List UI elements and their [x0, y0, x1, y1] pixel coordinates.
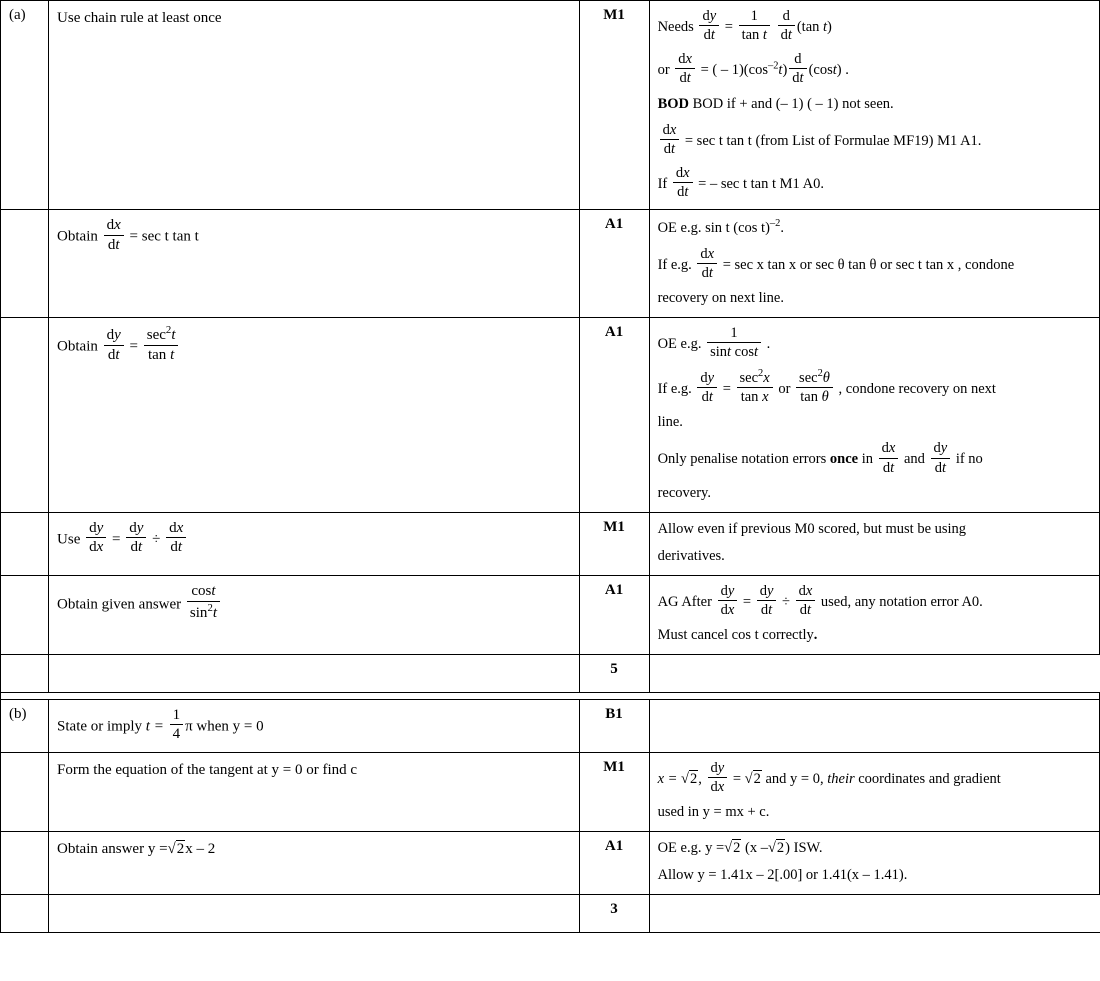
part-label-empty	[1, 210, 49, 318]
frac-dy-dt-2: $\frac{dy}{dt}$	[697, 369, 717, 406]
answer-cell	[49, 1, 579, 210]
answer-cell	[49, 832, 579, 895]
frac-dy-dx: $\frac{dy}{dx}$	[708, 759, 728, 796]
guidance-oe3: ) ISW.	[785, 840, 823, 857]
frac-dy-dx: $\frac{dy}{dx}$	[718, 582, 738, 619]
answer-t: t =	[145, 718, 164, 735]
guidance-eq: =	[732, 771, 742, 788]
table-row-total	[1, 655, 1100, 693]
guidance-cell: AG After $\frac{dy}{dx}$ = $\frac{dy}{dt}$ ÷ $\frac{dx}{dt}$ used, any notation error A0. Must cancel cos t correctly.	[649, 575, 1099, 654]
guidance-condone: , condone recovery on next	[838, 381, 996, 398]
frac-d-dt-2: $\frac{d}{dt}$	[789, 50, 806, 87]
guidance-if: If e.g.	[657, 381, 692, 398]
part-label-empty	[1, 895, 49, 933]
guidance-oe-dot: .	[766, 336, 771, 353]
sqrt-2: √2	[681, 771, 698, 788]
table-row	[1, 753, 1100, 832]
frac-dx-dt-2: $\frac{dx}{dt}$	[697, 245, 717, 282]
guidance-ag: AG After	[657, 593, 712, 610]
answer-cell	[49, 575, 579, 654]
frac-dx-dt-3: $\frac{dx}{dt}$	[879, 439, 899, 476]
guidance-sec: = sec t tan t (from List of Formulae MF19) M1 A1.	[684, 132, 982, 149]
guidance-in: in	[861, 451, 873, 468]
guidance-or: or	[657, 62, 670, 79]
answer-obtain: Obtain	[57, 338, 98, 355]
answer-cell	[49, 699, 579, 753]
guidance-oe: OE e.g. y =	[657, 840, 725, 857]
frac-one-quarter: $\frac{1}{4}$	[170, 706, 184, 745]
frac-dx-dt: $\frac{dx}{dt}$	[166, 519, 186, 558]
guidance-x: x =	[657, 771, 678, 788]
guidance-cell-empty	[649, 895, 1099, 933]
frac-dx-dt: $\frac{dx}{dt}$	[796, 582, 816, 619]
guidance-or: or	[778, 381, 791, 398]
sqrt-2b: √2	[744, 771, 761, 788]
mark-cell: M1	[579, 753, 649, 832]
guidance-comma: ,	[698, 771, 702, 788]
answer-cell-empty	[49, 895, 579, 933]
frac-dy-dt: $\frac{dy}{dt}$	[126, 519, 146, 558]
table-row	[1, 699, 1100, 753]
frac-dx-dt-3: $\frac{dx}{dt}$	[660, 121, 680, 158]
guidance-oe-end: .	[780, 219, 784, 236]
part-label-b: (b)	[1, 699, 49, 753]
guidance-cell-empty	[649, 699, 1099, 753]
frac-dy-dx: $\frac{dy}{dx}$	[86, 519, 106, 558]
guidance-cell-empty	[649, 655, 1099, 693]
mark-cell: M1	[579, 512, 649, 575]
double-rule	[1, 692, 1100, 699]
table-row	[1, 832, 1100, 895]
guidance-cell	[649, 512, 1099, 575]
part-label-empty	[1, 318, 49, 513]
frac-dy-dt-3: $\frac{dy}{dt}$	[931, 439, 951, 476]
answer-state: State or imply	[57, 718, 143, 735]
frac-d-dt: $\frac{d}{dt}$	[778, 7, 795, 44]
answer-text: Form the equation of the tangent at y = 0 or find c	[57, 762, 358, 779]
frac-one-over-sint-cost: $\frac{1}{\text{sint cost}}$	[707, 324, 761, 361]
frac-dy-dt: $\frac{dy}{dt}$	[699, 7, 719, 44]
part-label-empty	[1, 512, 49, 575]
frac-dx-dt: $\frac{dx}{dt}$	[675, 50, 695, 87]
guidance-cell: OE e.g. $\frac{1}{\text{sint cost}}$ . If e.g. $\frac{dy}{dt}$ = $\frac{\sec^2x}{\text{tan x}}$ or $\frac{\sec^2\theta}{\text{tan θ}}$ , condone recovery on next line. Only penalise notation errors once in $\frac{dx}{dt}$ and $\frac{dy}{dt}$ if no recovery.	[649, 318, 1099, 513]
guidance-used: used, any notation error A0.	[820, 593, 983, 610]
frac-dy-dt: $\frac{dy}{dt}$	[104, 326, 124, 365]
guidance-cell	[649, 210, 1099, 318]
guidance-bod: BOD if + and (– 1) ( – 1) not seen.	[692, 95, 894, 112]
mark-cell: A1	[579, 832, 649, 895]
answer-rest: = sec t tan t	[129, 228, 199, 245]
guidance-allow: Allow y = 1.41x – 2[.00] or 1.41(x – 1.41).	[657, 867, 908, 884]
answer-use: Use	[57, 531, 81, 548]
answer-text-end: x – 2	[185, 841, 216, 858]
answer-text: Obtain answer y =	[57, 841, 168, 858]
guidance-oe-sup: –2	[769, 218, 781, 230]
guidance-and: and	[903, 451, 925, 468]
frac-sec2x-tanx: $\frac{\sec^2x}{\text{tan x}}$	[737, 367, 773, 406]
answer-when: π when y = 0	[185, 718, 264, 735]
frac-dx-dt-4: $\frac{dx}{dt}$	[673, 164, 693, 201]
part-label-empty	[1, 832, 49, 895]
guidance-oe: OE e.g.	[657, 336, 702, 353]
table-row	[1, 1, 1100, 210]
answer-obtain-given: Obtain given answer	[57, 596, 182, 613]
guidance-their: their	[827, 771, 855, 788]
guidance-and: and y = 0,	[765, 771, 824, 788]
guidance-cell	[649, 832, 1099, 895]
guidance-once: once	[829, 451, 859, 468]
part-label-empty	[1, 575, 49, 654]
table-row	[1, 210, 1100, 318]
guidance-recovery: recovery.	[657, 484, 711, 501]
section-separator	[1, 692, 1100, 699]
answer-obtain: Obtain	[57, 228, 98, 245]
part-label-empty	[1, 655, 49, 693]
frac-sec2theta-tantheta: $\frac{\sec^2\theta}{\text{tan θ}}$	[796, 367, 833, 406]
guidance-must-end: .	[813, 627, 818, 644]
guidance-ifno: if no	[955, 451, 983, 468]
guidance-if-rest: = sec x tan x or sec θ tan θ or sec t tan x , condone	[722, 257, 1015, 274]
answer-cell-empty	[49, 655, 579, 693]
sqrt-2b: √2	[767, 840, 785, 857]
answer-cell: Use $\frac{dy}{dx}$ = $\frac{dy}{dt}$ ÷ $\frac{dx}{dt}$	[49, 512, 579, 575]
mark-cell: B1	[579, 699, 649, 753]
mark-cell: A1	[579, 575, 649, 654]
guidance-line-1: Allow even if previous M0 scored, but must be using	[657, 520, 967, 537]
answer-cell	[49, 210, 579, 318]
guidance-if: If e.g.	[657, 257, 692, 274]
guidance-needs: Needs	[657, 19, 694, 36]
answer-cell	[49, 753, 579, 832]
frac-dx-dt: $\frac{dx}{dt}$	[104, 216, 124, 255]
table-row	[1, 512, 1100, 575]
mark-cell: A1	[579, 210, 649, 318]
answer-text: Use chain rule at least once	[57, 10, 222, 26]
total-mark-a: 5	[579, 655, 649, 693]
frac-one-over-tan-t: $\frac{1}{\text{tan t}}$	[739, 7, 770, 44]
frac-cost-sin2t: $\frac{\cos t}{\sin^2t}$	[187, 582, 220, 623]
guidance-if-rest: = – sec t tan t M1 A0.	[698, 175, 824, 192]
guidance-coord: coordinates and gradient	[858, 771, 1001, 788]
mark-cell: M1	[579, 1, 649, 210]
guidance-cell	[649, 753, 1099, 832]
guidance-line: line.	[657, 414, 683, 431]
guidance-line-2: derivatives.	[657, 547, 725, 564]
guidance-oe: OE e.g. sin t (cos t)	[657, 219, 770, 236]
guidance-recovery: recovery on next line.	[657, 290, 784, 307]
part-label-empty	[1, 753, 49, 832]
part-label-a: (a)	[1, 1, 49, 210]
guidance-oe2: (x –	[744, 840, 768, 857]
guidance-only: Only penalise notation errors	[657, 451, 827, 468]
guidance-used-in: used in y = mx + c.	[657, 804, 770, 821]
guidance-if: If	[657, 175, 668, 192]
answer-cell: Obtain $\frac{dy}{dt}$ = $\frac{\sec^2t}{\text{tan t}}$	[49, 318, 579, 513]
guidance-cell: Needs $\frac{dy}{dt}$ = $\frac{1}{\text{tan t}}$ $\frac{d}{dt}$ (tan t) or $\frac{dx}{dt}$ = ( – $1)(\cos^{-2}t)$ $\frac{d}{dt}$ (cost) . BOD BOD if + and (– 1) ( – 1) not seen. $\frac{dx}{dt}$ = sec t tan t (from List of Formulae MF19) M1 A1. If $\frac{dx}{dt}$ = – sec t tan t M1 A0.	[649, 1, 1099, 210]
sqrt-2a: √2	[724, 840, 741, 857]
table-row	[1, 575, 1100, 654]
frac-sec2t-tant: $\frac{\sec^2t}{\text{tan t}}$	[144, 324, 179, 365]
sqrt-2: √2	[167, 841, 185, 858]
guidance-must: Must cancel cos t correctly	[657, 627, 814, 644]
mark-cell: A1	[579, 318, 649, 513]
frac-dy-dt: $\frac{dy}{dt}$	[757, 582, 777, 619]
total-mark-b: 3	[579, 895, 649, 933]
table-row	[1, 318, 1100, 513]
table-row-total	[1, 895, 1100, 933]
